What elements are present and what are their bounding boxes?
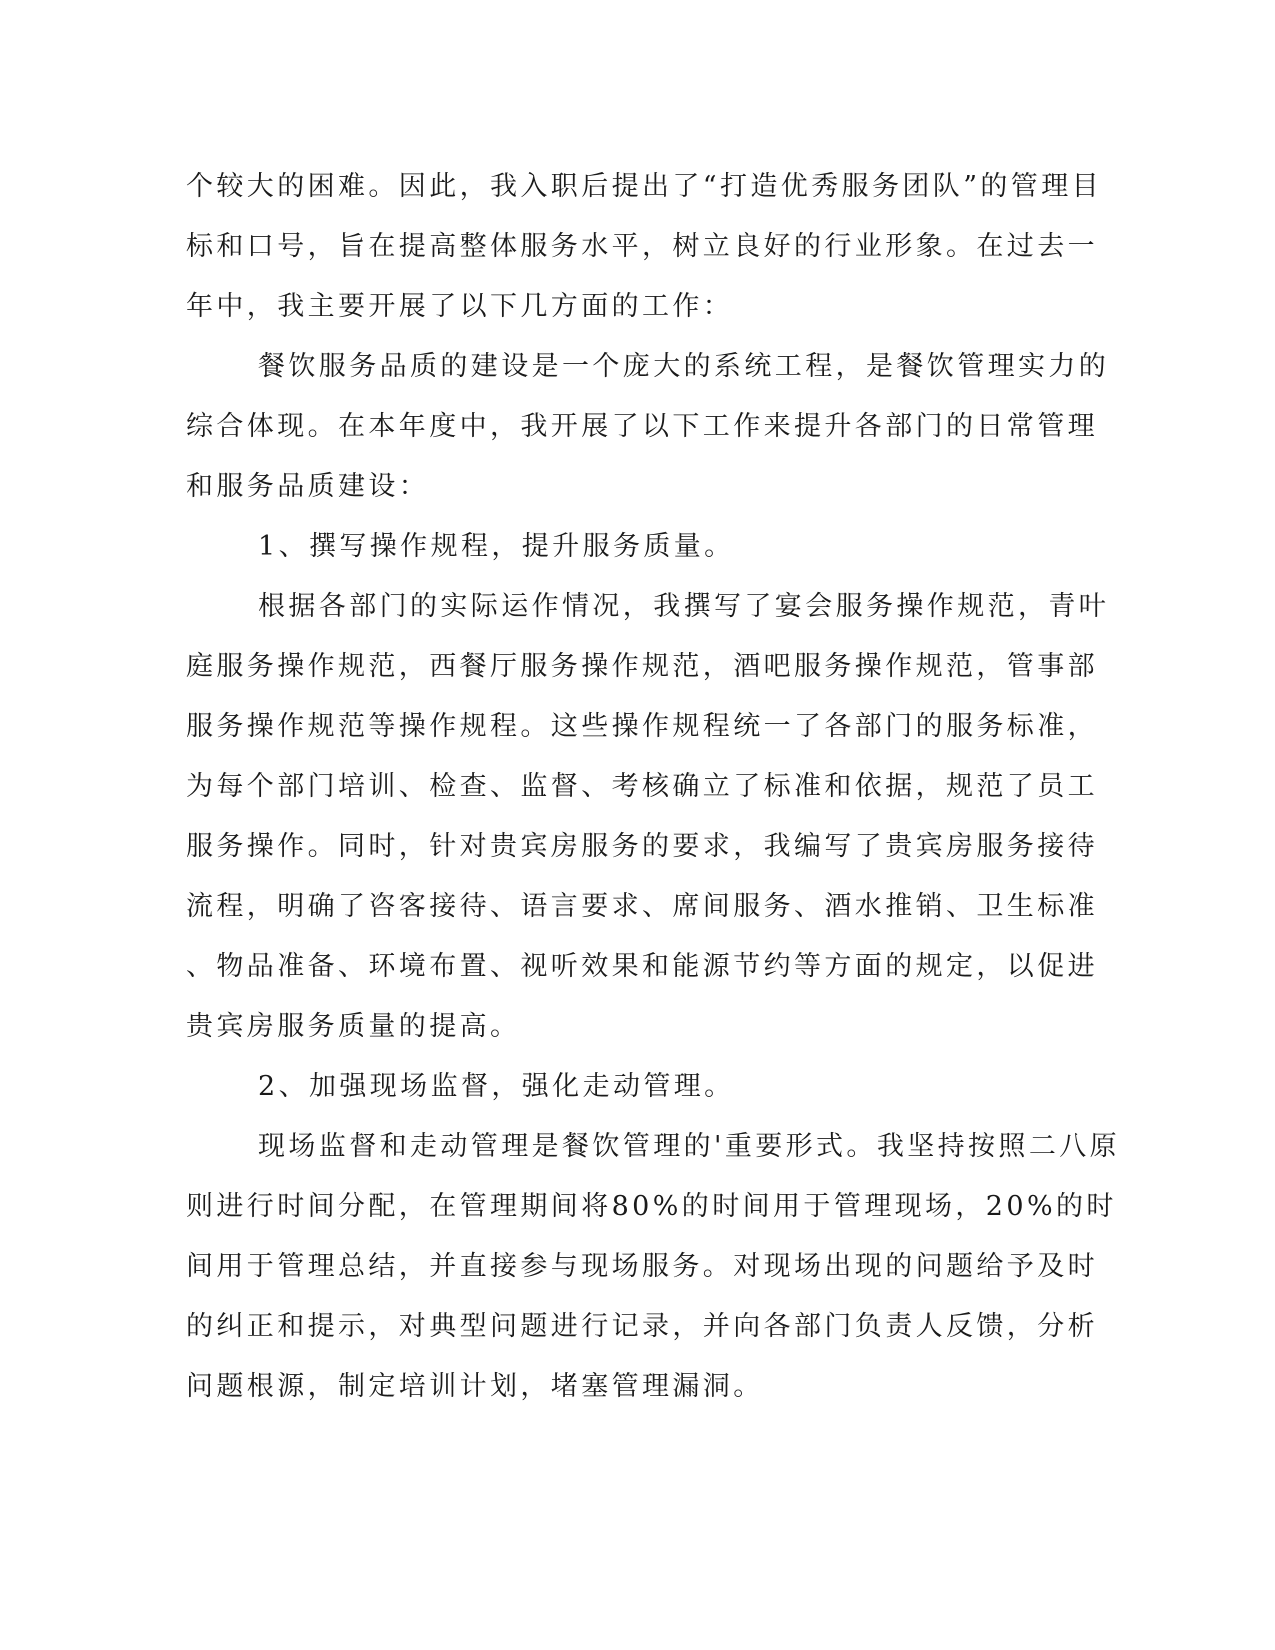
text-line: 为每个部门培训、检查、监督、考核确立了标准和依据，规范了员工 <box>186 771 1098 802</box>
text-line: 标和口号，旨在提高整体服务水平，树立良好的行业形象。在过去一 <box>186 231 1098 262</box>
text-line: 服务操作。同时，针对贵宾房服务的要求，我编写了贵宾房服务接待 <box>186 831 1098 862</box>
text-line: 个较大的困难。因此，我入职后提出了“打造优秀服务团队”的管理目 <box>186 171 1103 202</box>
text-line: 贵宾房服务质量的提高。 <box>186 1011 521 1042</box>
text-line: 庭服务操作规范，西餐厅服务操作规范，酒吧服务操作规范，管事部 <box>186 651 1098 682</box>
section-heading-1: 1、撰写操作规程，提升服务质量。 <box>258 531 735 562</box>
text-line: 的纠正和提示，对典型问题进行记录，并向各部门负责人反馈，分析 <box>186 1311 1098 1342</box>
text-line: 间用于管理总结，并直接参与现场服务。对现场出现的问题给予及时 <box>186 1251 1098 1282</box>
paragraph-start-line: 现场监督和走动管理是餐饮管理的'重要形式。我坚持按照二八原 <box>258 1131 1121 1162</box>
text-line: 问题根源，制定培训计划，堵塞管理漏洞。 <box>186 1371 764 1402</box>
text-line: 综合体现。在本年度中，我开展了以下工作来提升各部门的日常管理 <box>186 411 1098 442</box>
body-text <box>186 157 1121 1417</box>
text-line: 、物品准备、环境布置、视听效果和能源节约等方面的规定，以促进 <box>186 951 1098 982</box>
text-line: 则进行时间分配，在管理期间将80%的时间用于管理现场，20%的时 <box>186 1191 1117 1222</box>
section-heading-2: 2、加强现场监督，强化走动管理。 <box>258 1071 735 1102</box>
paragraph-start-line: 根据各部门的实际运作情况，我撰写了宴会服务操作规范，青叶 <box>258 591 1110 622</box>
paragraph-start-line: 餐饮服务品质的建设是一个庞大的系统工程，是餐饮管理实力的 <box>258 351 1110 382</box>
text-line: 和服务品质建设： <box>186 471 430 502</box>
text-line: 流程，明确了咨客接待、语言要求、席间服务、酒水推销、卫生标准 <box>186 891 1098 922</box>
text-line: 服务操作规范等操作规程。这些操作规程统一了各部门的服务标准， <box>186 711 1098 742</box>
text-line: 年中，我主要开展了以下几方面的工作： <box>186 291 734 322</box>
